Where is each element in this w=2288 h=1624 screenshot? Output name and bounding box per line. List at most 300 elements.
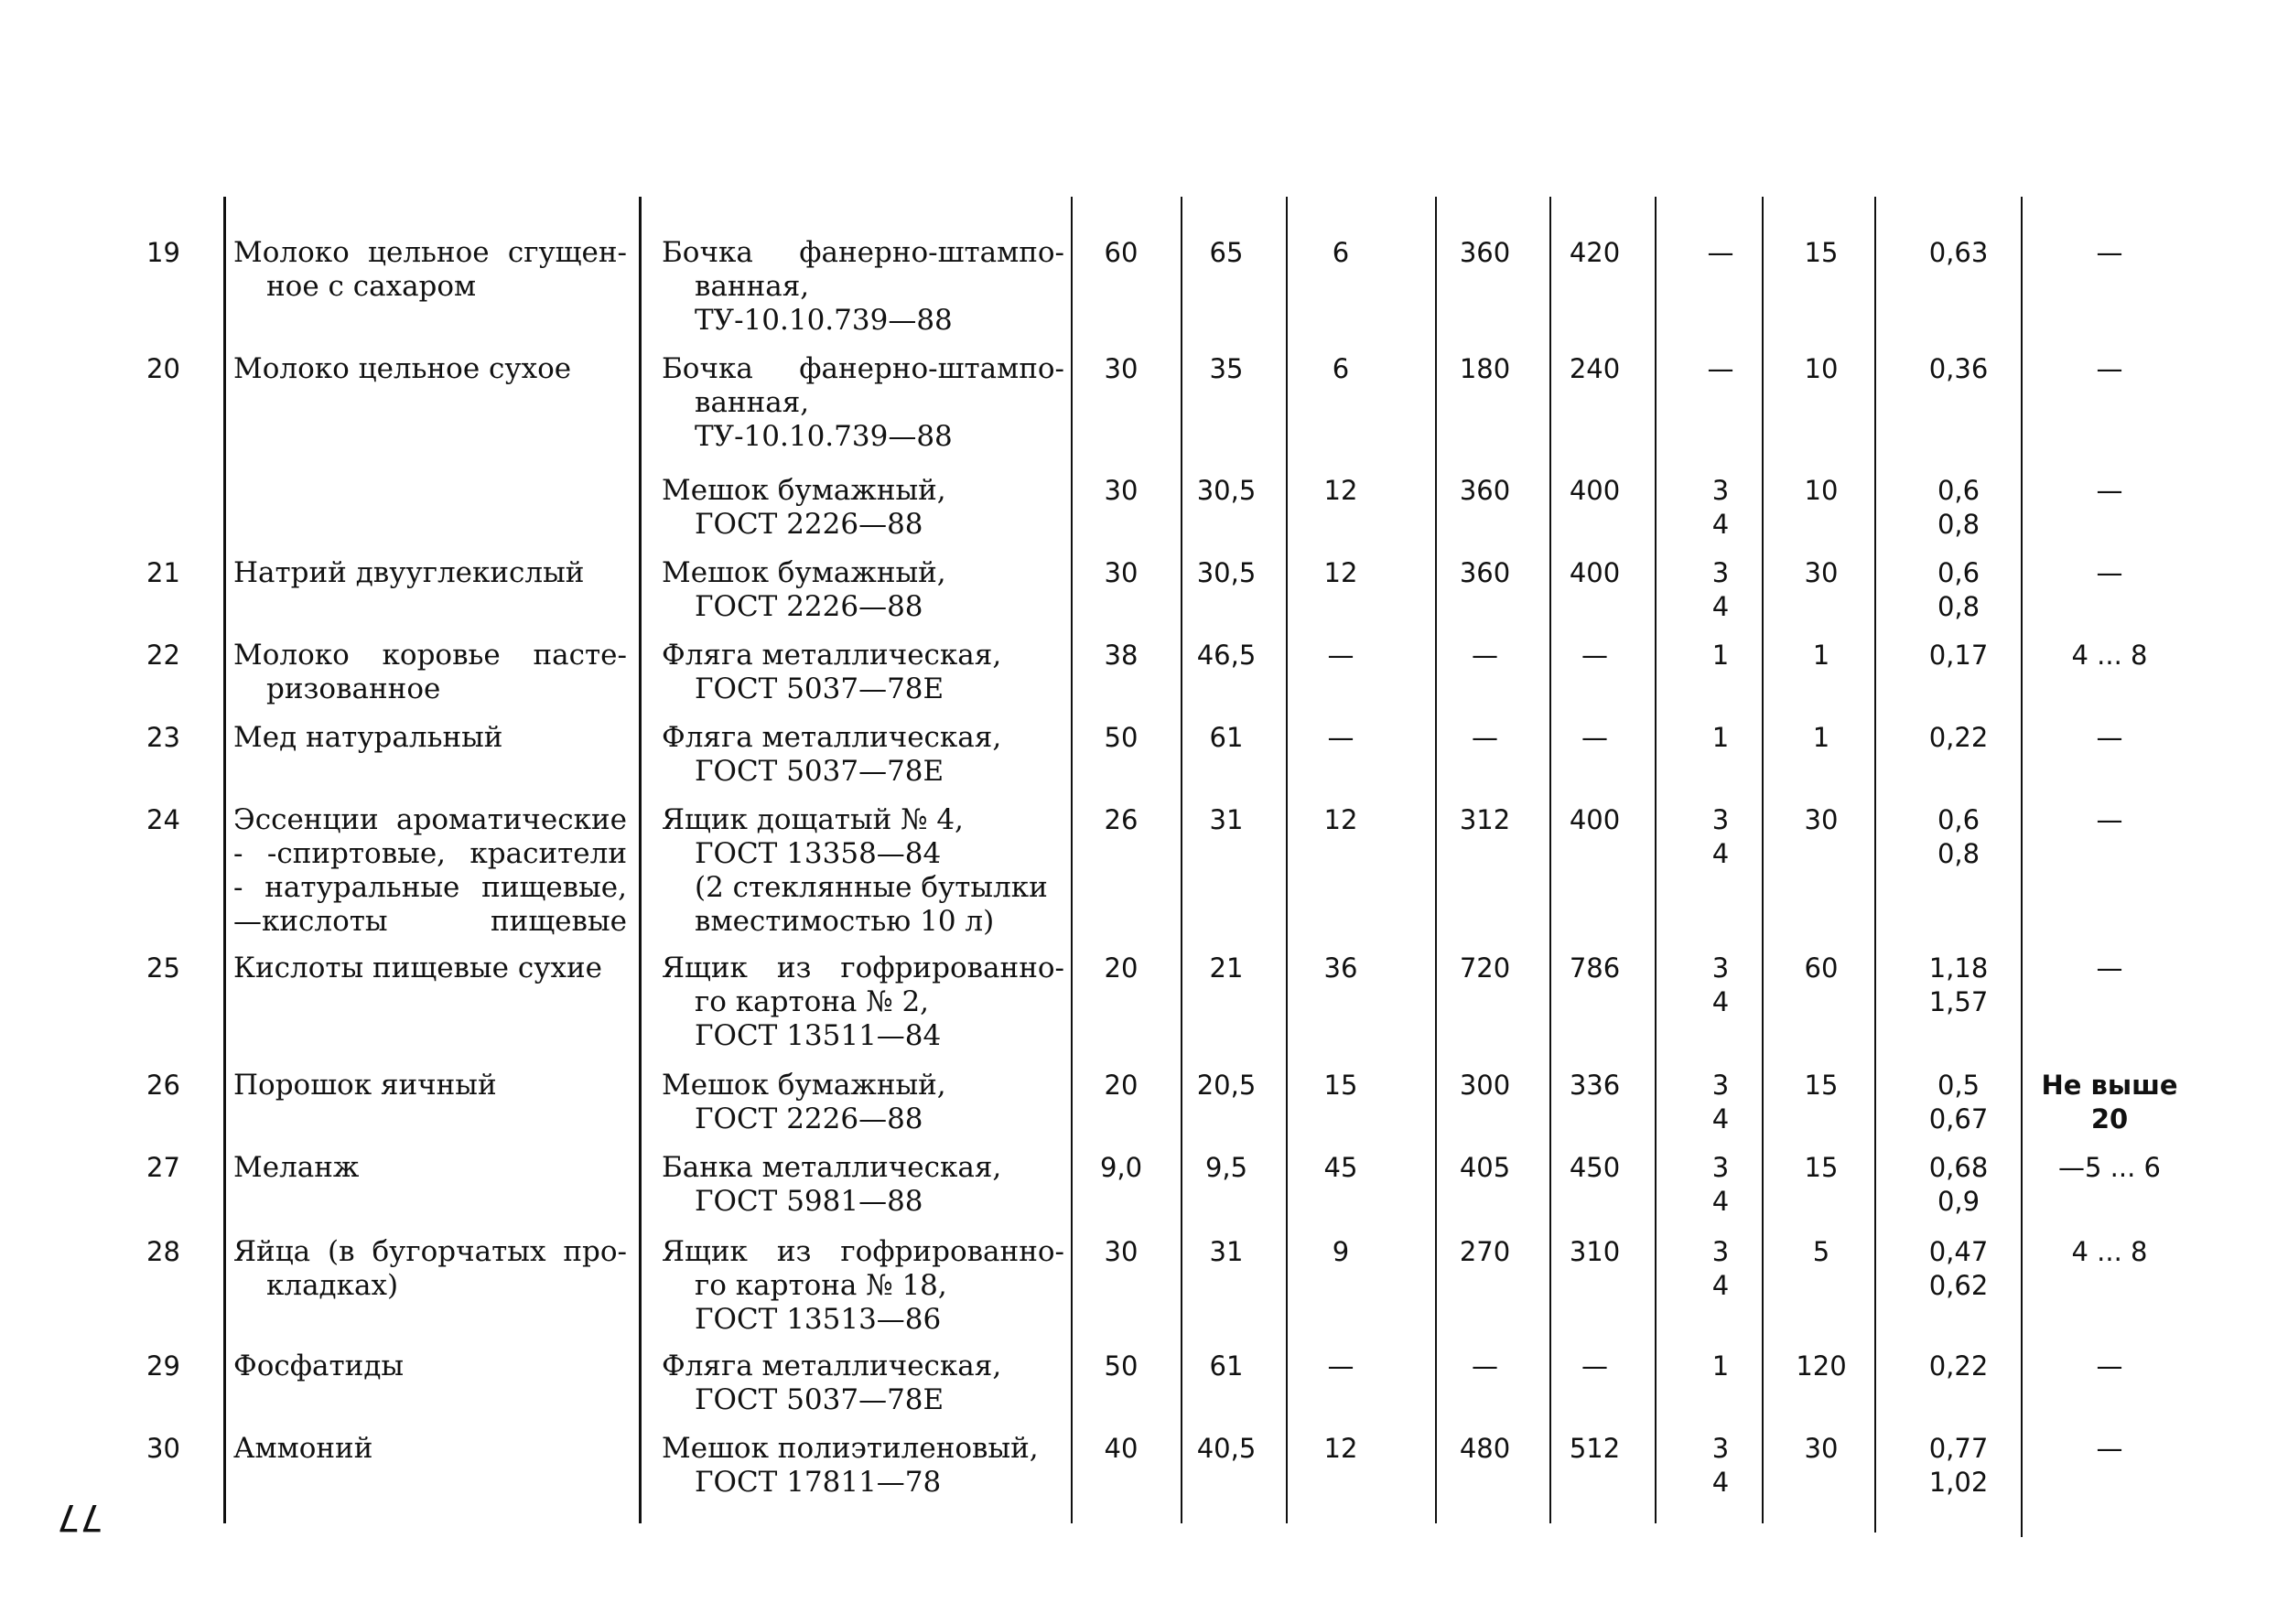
value-i-cell xyxy=(2036,1432,2183,1466)
value-h-cell xyxy=(1908,1432,2009,1500)
value-c-cell xyxy=(1300,952,1382,985)
value-c-cell xyxy=(1300,1350,1382,1383)
value-d-cell xyxy=(1441,1432,1528,1466)
product-name-line: Яйца (в бугорчатых про- xyxy=(233,1235,627,1268)
value-a-cell xyxy=(1085,1151,1158,1185)
value-g-cell xyxy=(1780,1151,1862,1185)
product-name-cell xyxy=(233,1069,627,1102)
value-c-cell xyxy=(1300,1069,1382,1102)
value-a-cell xyxy=(1085,639,1158,672)
value-e-line: 400 xyxy=(1569,557,1621,588)
value-e-line: 240 xyxy=(1569,353,1621,384)
row-number: 29 xyxy=(146,1350,180,1382)
value-b-line: 9,5 xyxy=(1204,1152,1248,1183)
value-e-line: 786 xyxy=(1569,952,1621,984)
row-number: 19 xyxy=(146,237,180,268)
value-h-cell xyxy=(1908,1151,2009,1219)
value-b-cell xyxy=(1190,1151,1263,1185)
value-b-line: 35 xyxy=(1209,353,1244,384)
value-g-cell xyxy=(1780,1235,1862,1269)
packaging-cell xyxy=(662,1350,1064,1417)
product-name-cell xyxy=(233,721,627,755)
value-f-line: 4 xyxy=(1711,591,1730,622)
value-d-cell xyxy=(1441,352,1528,386)
value-f-line: 4 xyxy=(1711,838,1730,869)
packaging-cell xyxy=(662,639,1064,706)
packaging-line: (2 стеклянные бутылки xyxy=(695,871,1048,904)
product-name-line: - -спиртовые, красители xyxy=(233,837,627,870)
packaging-line: Ящик из гофрированно- xyxy=(662,952,1064,984)
value-d-line: — xyxy=(1472,1350,1498,1382)
value-h-cell xyxy=(1908,474,2009,542)
value-c-cell xyxy=(1300,556,1382,590)
value-i-line: — xyxy=(2096,475,2123,506)
value-f-line: 4 xyxy=(1711,1186,1730,1217)
value-g-line: 15 xyxy=(1804,237,1839,268)
value-c-line: — xyxy=(1327,722,1354,753)
value-b-line: 31 xyxy=(1209,804,1244,835)
value-h-line: 1,57 xyxy=(1928,986,1989,1017)
value-f-line: 3 xyxy=(1711,1152,1730,1183)
value-i-line: 4 ... 8 xyxy=(2071,1236,2148,1267)
value-g-cell xyxy=(1780,803,1862,837)
value-i-cell xyxy=(2036,556,2183,590)
value-d-cell xyxy=(1441,1235,1528,1269)
value-c-line: 15 xyxy=(1323,1070,1358,1101)
packaging-line: го картона № 2, xyxy=(695,985,930,1018)
value-b-line: 65 xyxy=(1209,237,1244,268)
value-a-cell xyxy=(1085,1432,1158,1466)
value-d-cell xyxy=(1441,236,1528,270)
value-a-cell xyxy=(1085,1069,1158,1102)
value-b-cell xyxy=(1190,721,1263,755)
value-a-line: 40 xyxy=(1104,1433,1139,1464)
value-b-cell xyxy=(1190,1350,1263,1383)
value-a-line: 9,0 xyxy=(1099,1152,1143,1183)
product-name-line: Молоко цельное сгущен- xyxy=(233,236,627,269)
value-g-line: 5 xyxy=(1812,1236,1830,1267)
value-c-cell xyxy=(1300,1151,1382,1185)
packaging-line: ванная, xyxy=(695,386,810,419)
value-g-cell xyxy=(1780,352,1862,386)
column-rule xyxy=(1762,197,1764,1523)
product-name-line: Фосфатиды xyxy=(233,1350,405,1382)
row-number: 20 xyxy=(146,353,180,384)
packaging-cell xyxy=(662,1151,1064,1219)
value-c-cell xyxy=(1300,1235,1382,1269)
value-c-line: 12 xyxy=(1323,475,1358,506)
value-g-cell xyxy=(1780,952,1862,985)
value-f-cell xyxy=(1684,352,1757,386)
value-h-line: 0,9 xyxy=(1937,1186,1980,1217)
product-name-cell xyxy=(233,952,627,985)
packaging-line: ванная, xyxy=(695,270,810,303)
value-e-line: — xyxy=(1581,1350,1608,1382)
value-c-cell xyxy=(1300,1432,1382,1466)
packaging-cell xyxy=(662,721,1064,789)
value-c-line: 6 xyxy=(1332,237,1350,268)
value-h-line: 0,8 xyxy=(1937,591,1980,622)
product-name-cell xyxy=(233,803,627,939)
product-name-line: кладках) xyxy=(266,1269,399,1302)
product-name-cell xyxy=(233,1350,627,1383)
column-rule xyxy=(1549,197,1551,1523)
column-rule xyxy=(1874,197,1876,1533)
packaging-line: Мешок бумажный, xyxy=(662,474,946,507)
value-a-cell xyxy=(1085,236,1158,270)
value-g-line: 10 xyxy=(1804,475,1839,506)
packaging-cell xyxy=(662,556,1064,624)
packaging-cell xyxy=(662,952,1064,1053)
value-d-cell xyxy=(1441,474,1528,508)
value-h-line: 0,8 xyxy=(1937,838,1980,869)
value-d-cell xyxy=(1441,952,1528,985)
value-d-line: 180 xyxy=(1459,353,1511,384)
value-d-line: 360 xyxy=(1459,237,1511,268)
value-h-cell xyxy=(1908,952,2009,1019)
packaging-line: Бочка фанерно-штампо- xyxy=(662,236,1064,269)
value-g-line: 15 xyxy=(1804,1152,1839,1183)
value-i-line: 4 ... 8 xyxy=(2071,640,2148,671)
product-name-cell xyxy=(233,236,627,304)
value-e-cell xyxy=(1551,556,1638,590)
product-name-line: - натуральные пищевые, xyxy=(233,871,627,904)
packaging-line: ГОСТ 17811—78 xyxy=(695,1466,942,1499)
packaging-line: ТУ-10.10.739—88 xyxy=(695,420,953,453)
column-rule xyxy=(1435,197,1437,1523)
packaging-line: ГОСТ 13511—84 xyxy=(695,1019,942,1052)
value-a-line: 30 xyxy=(1104,1236,1139,1267)
value-d-line: — xyxy=(1472,722,1498,753)
value-g-cell xyxy=(1780,1069,1862,1102)
value-h-cell xyxy=(1908,236,2009,270)
value-c-cell xyxy=(1300,352,1382,386)
value-f-cell xyxy=(1684,1151,1757,1219)
packaging-line: го картона № 18, xyxy=(695,1269,947,1302)
value-f-line: 3 xyxy=(1711,1236,1730,1267)
value-e-cell xyxy=(1551,1069,1638,1102)
value-e-cell xyxy=(1551,1151,1638,1185)
value-a-cell xyxy=(1085,952,1158,985)
value-b-cell xyxy=(1190,556,1263,590)
value-a-cell xyxy=(1085,721,1158,755)
value-f-cell xyxy=(1684,474,1757,542)
row-number: 23 xyxy=(146,722,180,753)
value-a-line: 20 xyxy=(1104,1070,1139,1101)
value-a-line: 20 xyxy=(1104,952,1139,984)
packaging-cell xyxy=(662,1432,1064,1500)
value-a-cell xyxy=(1085,474,1158,508)
value-f-line: 1 xyxy=(1711,722,1730,753)
packaging-line: Ящик дощатый № 4, xyxy=(662,803,964,836)
product-name-line: Кислоты пищевые сухие xyxy=(233,952,602,984)
value-f-cell xyxy=(1684,236,1757,270)
product-name-line: Порошок яичный xyxy=(233,1069,497,1102)
packaging-line: ГОСТ 5037—78Е xyxy=(695,1383,944,1416)
packaging-line: ГОСТ 2226—88 xyxy=(695,1102,923,1135)
value-h-line: 0,17 xyxy=(1928,640,1989,671)
value-d-cell xyxy=(1441,639,1528,672)
value-a-line: 50 xyxy=(1104,722,1139,753)
value-h-line: 0,67 xyxy=(1928,1103,1989,1135)
packaging-line: ТУ-10.10.739—88 xyxy=(695,304,953,337)
product-name-cell xyxy=(233,556,627,590)
value-d-line: 720 xyxy=(1459,952,1511,984)
column-rule xyxy=(1071,197,1073,1523)
value-d-line: 300 xyxy=(1459,1070,1511,1101)
value-b-line: 21 xyxy=(1209,952,1244,984)
value-d-cell xyxy=(1441,721,1528,755)
value-e-line: 310 xyxy=(1569,1236,1621,1267)
row-number: 24 xyxy=(146,804,180,835)
row-number: 25 xyxy=(146,952,180,984)
value-h-cell xyxy=(1908,1235,2009,1303)
packaging-line: Фляга металлическая, xyxy=(662,639,1002,672)
value-g-line: 1 xyxy=(1812,722,1830,753)
value-g-line: 1 xyxy=(1812,640,1830,671)
value-e-line: 450 xyxy=(1569,1152,1621,1183)
value-d-line: 360 xyxy=(1459,475,1511,506)
value-g-line: 30 xyxy=(1804,557,1839,588)
packaging-line: ГОСТ 5037—78Е xyxy=(695,755,944,788)
value-h-cell xyxy=(1908,1350,2009,1383)
value-f-line: — xyxy=(1707,237,1734,268)
value-b-cell xyxy=(1190,952,1263,985)
value-d-line: 270 xyxy=(1459,1236,1511,1267)
value-h-cell xyxy=(1908,721,2009,755)
value-h-line: 1,02 xyxy=(1928,1467,1989,1498)
value-f-line: 4 xyxy=(1711,509,1730,540)
packaging-line: Банка металлическая, xyxy=(662,1151,1002,1184)
value-b-line: 30,5 xyxy=(1196,475,1257,506)
value-d-cell xyxy=(1441,803,1528,837)
product-name-line: ризованное xyxy=(266,672,441,705)
value-f-line: 1 xyxy=(1711,640,1730,671)
value-b-line: 61 xyxy=(1209,1350,1244,1382)
value-b-line: 40,5 xyxy=(1196,1433,1257,1464)
value-h-line: 0,6 xyxy=(1937,475,1980,506)
product-name-line: Натрий двууглекислый xyxy=(233,556,585,589)
value-f-cell xyxy=(1684,952,1757,1019)
value-d-line: 312 xyxy=(1459,804,1511,835)
packaging-cell xyxy=(662,352,1064,454)
value-f-cell xyxy=(1684,556,1757,624)
value-e-line: 400 xyxy=(1569,804,1621,835)
product-name-cell xyxy=(233,1235,627,1303)
value-h-line: 0,8 xyxy=(1937,509,1980,540)
value-f-line: 3 xyxy=(1711,1070,1730,1101)
value-e-line: 400 xyxy=(1569,475,1621,506)
value-a-cell xyxy=(1085,1350,1158,1383)
value-i-line: — xyxy=(2096,353,2123,384)
column-rule xyxy=(1286,197,1288,1523)
column-rule xyxy=(639,197,642,1523)
value-d-line: 480 xyxy=(1459,1433,1511,1464)
value-f-line: 3 xyxy=(1711,475,1730,506)
product-name-cell xyxy=(233,352,627,386)
value-i-cell xyxy=(2036,721,2183,755)
value-d-cell xyxy=(1441,1350,1528,1383)
value-f-cell xyxy=(1684,721,1757,755)
value-e-cell xyxy=(1551,352,1638,386)
value-a-cell xyxy=(1085,352,1158,386)
value-g-line: 10 xyxy=(1804,353,1839,384)
product-name-line: Меланж xyxy=(233,1151,360,1184)
value-a-line: 26 xyxy=(1104,804,1139,835)
column-rule xyxy=(2021,197,2023,1537)
value-b-cell xyxy=(1190,236,1263,270)
value-a-cell xyxy=(1085,556,1158,590)
packaging-cell xyxy=(662,236,1064,338)
value-g-line: 60 xyxy=(1804,952,1839,984)
value-c-cell xyxy=(1300,803,1382,837)
value-g-cell xyxy=(1780,1432,1862,1466)
value-f-cell xyxy=(1684,639,1757,672)
value-d-cell xyxy=(1441,1151,1528,1185)
product-name-cell xyxy=(233,1151,627,1185)
value-i-line: — xyxy=(2096,557,2123,588)
value-h-cell xyxy=(1908,639,2009,672)
product-name-cell xyxy=(233,639,627,706)
value-g-cell xyxy=(1780,556,1862,590)
packaging-line: Бочка фанерно-штампо- xyxy=(662,352,1064,385)
packaging-line: Ящик из гофрированно- xyxy=(662,1235,1064,1268)
packaging-line: ГОСТ 2226—88 xyxy=(695,590,923,623)
value-c-line: 6 xyxy=(1332,353,1350,384)
packaging-line: ГОСТ 2226—88 xyxy=(695,508,923,541)
value-e-cell xyxy=(1551,721,1638,755)
product-name-line: ное с сахаром xyxy=(266,270,477,303)
value-h-cell xyxy=(1908,556,2009,624)
value-e-cell xyxy=(1551,952,1638,985)
value-e-cell xyxy=(1551,1432,1638,1466)
value-f-line: 4 xyxy=(1711,1103,1730,1135)
value-i-cell xyxy=(2036,803,2183,837)
value-i-line: — xyxy=(2096,1350,2123,1382)
value-e-line: 420 xyxy=(1569,237,1621,268)
product-name-cell xyxy=(233,1432,627,1466)
value-f-line: 4 xyxy=(1711,986,1730,1017)
packaging-line: Фляга металлическая, xyxy=(662,721,1002,754)
value-c-line: 45 xyxy=(1323,1152,1358,1183)
value-d-line: — xyxy=(1472,640,1498,671)
value-g-cell xyxy=(1780,639,1862,672)
value-b-line: 20,5 xyxy=(1196,1070,1257,1101)
column-rule xyxy=(1181,197,1182,1523)
value-e-cell xyxy=(1551,803,1638,837)
product-name-line: Молоко коровье пасте- xyxy=(233,639,627,672)
value-c-line: 9 xyxy=(1332,1236,1350,1267)
value-f-line: 1 xyxy=(1711,1350,1730,1382)
packaging-line: ГОСТ 5981—88 xyxy=(695,1185,923,1218)
value-h-line: 0,77 xyxy=(1928,1433,1989,1464)
column-rule xyxy=(223,197,226,1523)
column-rule xyxy=(1655,197,1657,1523)
value-h-line: 0,63 xyxy=(1928,237,1989,268)
packaging-line: Мешок бумажный, xyxy=(662,556,946,589)
value-f-line: 3 xyxy=(1711,557,1730,588)
value-i-cell xyxy=(2036,474,2183,508)
value-a-cell xyxy=(1085,1235,1158,1269)
value-i-line: Не выше xyxy=(2041,1070,2178,1101)
value-d-line: 360 xyxy=(1459,557,1511,588)
value-f-cell xyxy=(1684,1235,1757,1303)
value-i-cell xyxy=(2036,236,2183,270)
value-i-line: — xyxy=(2096,722,2123,753)
value-h-line: 0,6 xyxy=(1937,804,1980,835)
value-c-cell xyxy=(1300,236,1382,270)
value-a-line: 50 xyxy=(1104,1350,1139,1382)
value-h-line: 0,6 xyxy=(1937,557,1980,588)
product-name-line: —кислоты пищевые xyxy=(233,905,627,938)
value-i-line: 20 xyxy=(2090,1103,2129,1135)
value-i-line: —5 ... 6 xyxy=(2058,1152,2161,1183)
row-number: 30 xyxy=(146,1433,180,1464)
value-g-line: 30 xyxy=(1804,804,1839,835)
value-f-cell xyxy=(1684,803,1757,871)
packaging-line: Мешок бумажный, xyxy=(662,1069,946,1102)
packaging-line: ГОСТ 13358—84 xyxy=(695,837,942,870)
value-b-cell xyxy=(1190,352,1263,386)
value-d-line: 405 xyxy=(1459,1152,1511,1183)
value-g-line: 15 xyxy=(1804,1070,1839,1101)
product-name-line: Аммоний xyxy=(233,1432,373,1465)
value-h-line: 0,5 xyxy=(1937,1070,1980,1101)
packaging-line: ГОСТ 5037—78Е xyxy=(695,672,944,705)
value-c-line: — xyxy=(1327,1350,1354,1382)
value-e-line: — xyxy=(1581,722,1608,753)
value-f-line: — xyxy=(1707,353,1734,384)
product-name-line: Молоко цельное сухое xyxy=(233,352,572,385)
value-b-line: 46,5 xyxy=(1196,640,1257,671)
value-i-line: — xyxy=(2096,952,2123,984)
value-b-cell xyxy=(1190,803,1263,837)
value-b-cell xyxy=(1190,639,1263,672)
value-d-cell xyxy=(1441,1069,1528,1102)
value-h-line: 0,36 xyxy=(1928,353,1989,384)
value-a-line: 60 xyxy=(1104,237,1139,268)
value-c-line: 12 xyxy=(1323,1433,1358,1464)
value-g-cell xyxy=(1780,1350,1862,1383)
page-number: 77 xyxy=(57,1496,103,1538)
value-h-line: 0,22 xyxy=(1928,722,1989,753)
value-e-line: 512 xyxy=(1569,1433,1621,1464)
value-a-cell xyxy=(1085,803,1158,837)
value-i-cell xyxy=(2036,1350,2183,1383)
value-g-cell xyxy=(1780,474,1862,508)
packaging-cell xyxy=(662,1069,1064,1136)
value-c-cell xyxy=(1300,721,1382,755)
row-number: 27 xyxy=(146,1152,180,1183)
value-h-cell xyxy=(1908,803,2009,871)
value-e-line: — xyxy=(1581,640,1608,671)
value-i-cell xyxy=(2036,1235,2183,1269)
value-c-line: 12 xyxy=(1323,557,1358,588)
value-f-cell xyxy=(1684,1350,1757,1383)
value-f-cell xyxy=(1684,1069,1757,1136)
value-e-cell xyxy=(1551,1235,1638,1269)
value-b-cell xyxy=(1190,1235,1263,1269)
value-i-line: — xyxy=(2096,804,2123,835)
value-a-line: 30 xyxy=(1104,353,1139,384)
value-e-cell xyxy=(1551,639,1638,672)
value-h-line: 0,47 xyxy=(1928,1236,1989,1267)
packaging-line: Мешок полиэтиленовый, xyxy=(662,1432,1039,1465)
packaging-line: вместимостью 10 л) xyxy=(695,905,995,938)
value-b-cell xyxy=(1190,1069,1263,1102)
value-h-cell xyxy=(1908,1069,2009,1136)
value-i-cell xyxy=(2036,352,2183,386)
